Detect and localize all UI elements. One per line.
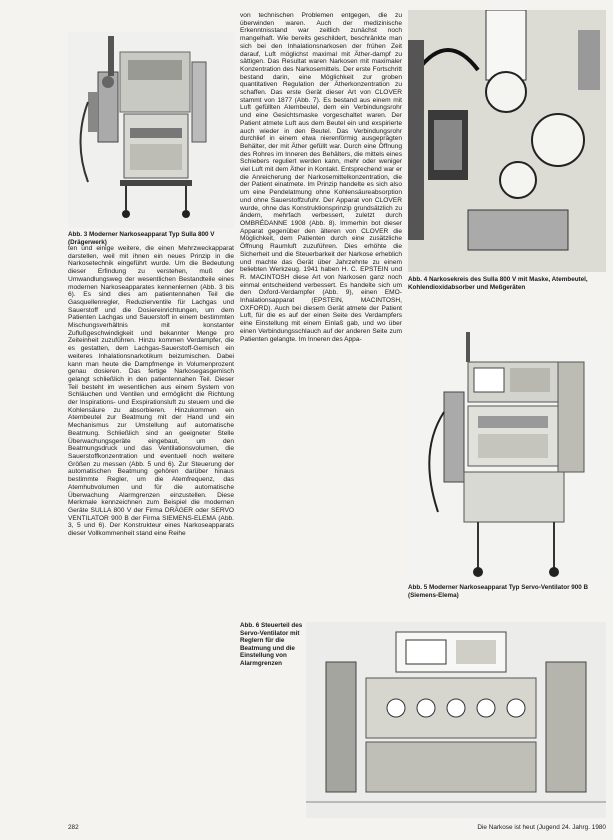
figure-5-photo — [408, 332, 606, 582]
figure-5-caption: Abb. 5 Moderner Narkoseapparat Typ Servo-Ventilator 900 B (Siemens-Elema) — [408, 584, 589, 599]
figure-3-caption: Abb. 3 Moderner Narkoseapparat Typ Sulla 800 V (Drägerwerk) — [68, 231, 215, 246]
figure-6-caption: Abb. 6 Steuerteil des Servo-Ventilator mit Reglern für die Beatmung und die Einstellung von Alarmgrenzen — [240, 622, 303, 667]
middle-text-column: von technischen Problemen entgegen, die zu überwinden waren. Auch der medizinische Erkenntnisstand war zeitlich zunächst noch mangelhaft. Wie bereits geschildert, beschränkte man sich bei den Inhalationsnarkosen der frühen Zeit darauf, Luft möglichst maximal mit Äther-dampf zu sättigen. Das Resultat waren Narkosen mit maximaler Konzentration des Narkosemittels. Der erste Fortschritt bestand darin, eine Möglichkeit zur groben quantitativen Regulation der Ätherkonzentration zu schaffen. Das erste Gerät dieser Art von CLOVER stammt von 1877 (Abb. 7). Es bestand aus einem mit Luft gefüllten Atembeutel, dem ein Verbindungsrohr und eine Gesichtsmaske vorgeschaltet waren. Der Patient atmete Luft aus dem Beutel ein und exspirierte auch wieder in den Beutel. Das Verbindungsrohr durchlief in einem etwa nierenförmig ausgeprägten Behälter, der mit Äther gefüllt war. Durch eine Öffnung des Rohres im Inneren des Behälters, die mittels eines Schiebers reguliert werden kann, mehr oder weniger viel Luft mit dem Äther in Kontakt. Entsprechend war er die Anreicherung der Narkosemittelkonzentration, die der Patient einatmete. Im Prinzip handelte es sich also um eine Pendelatmung ohne Kohlensäureabsorption und ohne Sauerstoffzufuhr. Der Apparat von CLOVER wurde, ohne das Konstruktionsprinzip grundsätzlich zu ändern, mehrfach verbessert, zuletzt durch OMBRÉDANNE 1908 (Abb. 8). Immerhin bot dieser Apparat gegenüber den älteren von CLOVER die Möglichkeit, dem Patienten durch eine zusätzliche Öffnung Raumluft zuzuführen. Dies erhöhte die Sicherheit und die Steuerbarkeit der Narkose erheblich und machte das Gerät über Jahrzehnte zu einem beliebten Werkzeug. 1941 haben H. C. EPSTEIN und R. MACINTOSH diese Art von Narkosen ganz noch einmal entscheidend verbessert. Es handelte sich um den Oxford-Verdampfer (Abb. 9), einen EMO-Inhalationsapparat (EPSTEIN, MACINTOSH, OXFORD). Auch bei diesem Gerät atmete der Patient Luft, für die es auf der einen Seite des Verdampfers eine Einstellung mit einem Einlaß gab, und wo über einen Verbindungsschlauch auf der anderen Seite zum Patienten gelangte. Im Inneren des Appa- — [240, 12, 402, 343]
figure-6-photo — [306, 622, 606, 818]
figure-4-photo — [408, 10, 606, 272]
journal-footer: Die Narkose ist heut (Jugend 24. Jahrg. 1980 — [477, 824, 606, 831]
left-text-column: ten und einige weitere, die einen Mehrzweckapparat darstellen, weil mit ihnen ein neues Prinzip in die Narkosetechnik eingeführt wurde. Um die Bedeutung dieser Erfindung zu verstehen, muß der Umwandlungsweg der wesentlichen Bestandteile eines modernen Narkoseapparates kennenlernen (Abb. 3 bis 6). Es sind dies am patientennahen Teil die Gasquellenregler, Reduzierventile für Lachgas und Sauerstoff und die Dosiereinrichtungen, um dem Patienten Lachgas und Sauerstoff in einem bestimmten Mischungsverhältnis mit konstanter Zuflußgeschwindigkeit und bekannter Menge pro Zeiteinheit zuzuführen. Hinzu kommen Verdampfer, die es gestatten, dem Lachgas-Sauerstoff-Gemisch ein weiteres Inhalationsnarkotikum beizumischen. Dabei kann man heute die Dampfmenge in Volumenprozent genau dosieren. Das fertige Narkosegasgemisch gelangt schließlich in den patientennahen Teil. Dieser Teil besteht im wesentlichen aus einem System von Schläuchen und Ventilen und ermöglicht die Richtung der Inspirations- und Exspirationsluft zu steuern und die Kohlensäure zu absorbieren. Hinzukommen ein Atembeutel zur Beatmung mit der Hand und ein Mechanismus zur Umstellung auf automatische Beatmung. Schließlich sind an geeigneter Stelle Überwachungsgeräte eingebaut, um den Beatmungsdruck und das Ventilationsvolumen, die Sauerstoffkonzentration und eventuell noch weitere Größen zu messen (Abb. 5 und 6). Zur Steuerung der automatischen Beatmung gehören darüber hinaus bestimmte Regler, um die Atemfrequenz, das Atemhubvolumen und für die automatische Überwachung Alarmgrenzen einzustellen. Diese Merkmale kennzeichnen zum Beispiel die modernen Geräte SULLA 800 V der Firma DRÄGER oder SERVO VENTILATOR 900 B der Firma SIEMENS-ELEMA (Abb. 3, 5 und 6). Der Konstrukteur eines Narkoseapparats dieser Vollkommenheit stand eine Reihe — [68, 245, 234, 538]
figure-3-photo — [68, 32, 234, 228]
page-number: 282 — [68, 824, 79, 831]
figure-4-caption: Abb. 4 Narkosekreis des Sulla 800 V mit Maske, Atembeutel, Kohlendioxidabsorber und Meßgeräten — [408, 276, 588, 291]
